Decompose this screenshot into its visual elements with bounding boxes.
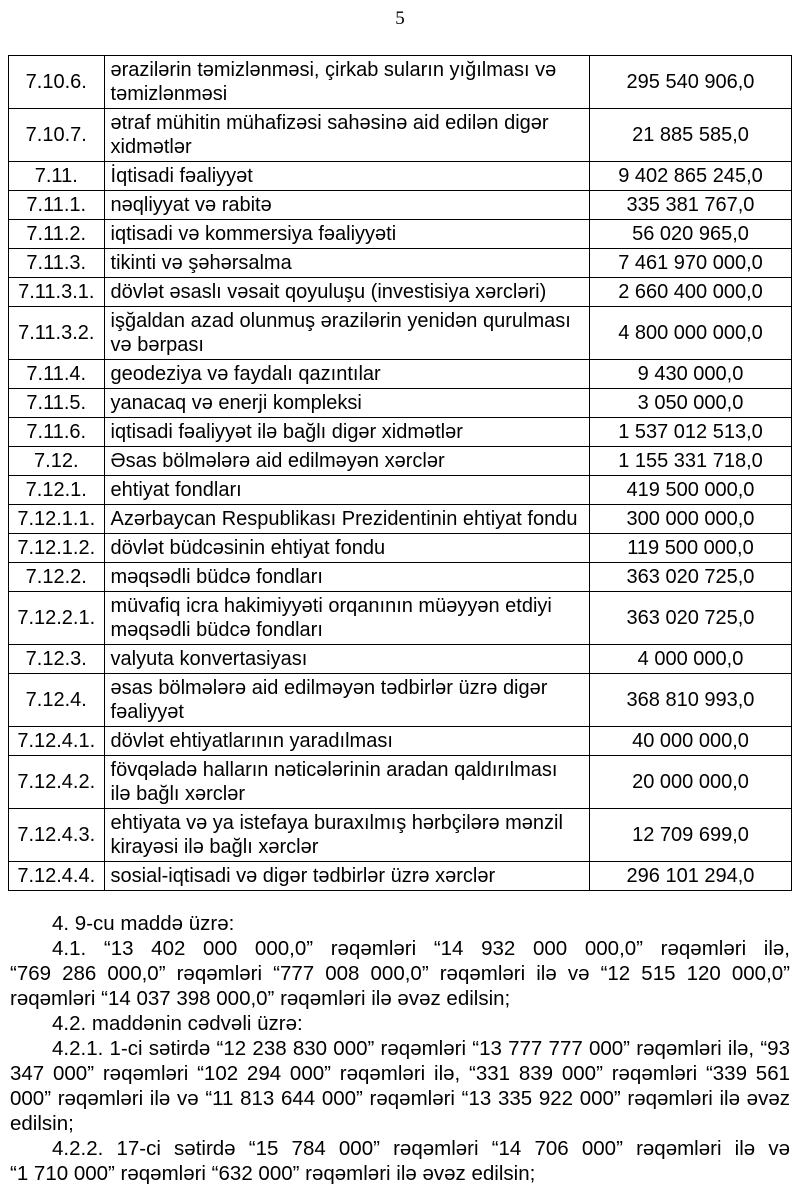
- table-row: [9, 220, 792, 249]
- row-description: valyuta konvertasiyası: [104, 645, 589, 674]
- row-code: 7.11.: [9, 162, 105, 191]
- row-description: dövlət əsaslı vəsait qoyuluşu (investisiya xərcləri): [104, 278, 589, 307]
- row-amount: 4 800 000 000,0: [589, 307, 791, 360]
- table-row: [9, 389, 792, 418]
- row-code: 7.12.2.: [9, 563, 105, 592]
- row-code: 7.11.5.: [9, 389, 105, 418]
- row-amount: 300 000 000,0: [589, 505, 791, 534]
- amendment-paragraph: 4.2.2. 17-ci sətirdə “15 784 000” rəqəmləri “14 706 000” rəqəmləri ilə və “1 710 000” rəqəmləri “632 000” rəqəmləri ilə əvəz edilsin;: [10, 1137, 790, 1185]
- row-code: 7.10.7.: [9, 109, 105, 162]
- table-row: [9, 56, 792, 109]
- row-code: 7.11.6.: [9, 418, 105, 447]
- row-amount: 1 155 331 718,0: [589, 447, 791, 476]
- row-code: 7.12.3.: [9, 645, 105, 674]
- row-description: ətraf mühitin mühafizəsi sahəsinə aid edilən digər xidmətlər: [104, 109, 589, 162]
- row-description: fövqəladə halların nəticələrinin aradan qaldırılması ilə bağlı xərclər: [104, 756, 589, 809]
- row-code: 7.12.1.2.: [9, 534, 105, 563]
- table-row: [9, 418, 792, 447]
- row-description: tikinti və şəhərsalma: [104, 249, 589, 278]
- row-code: 7.11.1.: [9, 191, 105, 220]
- budget-table-body: [9, 56, 792, 891]
- row-amount: 9 430 000,0: [589, 360, 791, 389]
- row-amount: 56 020 965,0: [589, 220, 791, 249]
- row-amount: 296 101 294,0: [589, 862, 791, 891]
- table-row: [9, 109, 792, 162]
- row-description: iqtisadi və kommersiya fəaliyyəti: [104, 220, 589, 249]
- table-row: [9, 278, 792, 307]
- table-row: [9, 862, 792, 891]
- row-amount: 419 500 000,0: [589, 476, 791, 505]
- table-row: [9, 534, 792, 563]
- row-description: geodeziya və faydalı qazıntılar: [104, 360, 589, 389]
- row-amount: 9 402 865 245,0: [589, 162, 791, 191]
- row-amount: 295 540 906,0: [589, 56, 791, 109]
- row-amount: 40 000 000,0: [589, 727, 791, 756]
- table-row: [9, 727, 792, 756]
- table-row: [9, 645, 792, 674]
- table-row: [9, 476, 792, 505]
- row-code: 7.11.3.2.: [9, 307, 105, 360]
- table-row: [9, 809, 792, 862]
- table-row: [9, 674, 792, 727]
- table-row: [9, 191, 792, 220]
- amendment-text-block: [8, 911, 792, 1186]
- table-row: [9, 505, 792, 534]
- row-amount: 21 885 585,0: [589, 109, 791, 162]
- row-description: ehtiyata və ya istefaya buraxılmış hərbçilərə mənzil kirayəsi ilə bağlı xərclər: [104, 809, 589, 862]
- row-code: 7.12.1.1.: [9, 505, 105, 534]
- row-description: işğaldan azad olunmuş ərazilərin yenidən qurulması və bərpası: [104, 307, 589, 360]
- row-amount: 20 000 000,0: [589, 756, 791, 809]
- row-amount: 119 500 000,0: [589, 534, 791, 563]
- row-amount: 335 381 767,0: [589, 191, 791, 220]
- row-code: 7.12.: [9, 447, 105, 476]
- row-amount: 1 537 012 513,0: [589, 418, 791, 447]
- row-code: 7.11.3.1.: [9, 278, 105, 307]
- row-description: yanacaq və enerji kompleksi: [104, 389, 589, 418]
- row-description: iqtisadi fəaliyyət ilə bağlı digər xidmətlər: [104, 418, 589, 447]
- row-code: 7.10.6.: [9, 56, 105, 109]
- amendment-paragraph: 4.2. maddənin cədvəli üzrə:: [52, 1012, 303, 1035]
- row-description: Əsas bölmələrə aid edilməyən xərclər: [104, 447, 589, 476]
- row-code: 7.12.4.3.: [9, 809, 105, 862]
- table-row: [9, 756, 792, 809]
- row-code: 7.12.1.: [9, 476, 105, 505]
- row-code: 7.11.3.: [9, 249, 105, 278]
- table-row: [9, 592, 792, 645]
- row-description: məqsədli büdcə fondları: [104, 563, 589, 592]
- amendment-paragraph: 4.2.1. 1-ci sətirdə “12 238 830 000” rəqəmləri “13 777 777 000” rəqəmləri ilə, “93 347 000” rəqəmləri “102 294 000” rəqəmləri ilə, “331 839 000” rəqəmləri “339 561 000” rəqəmləri ilə və “11 813 644 000” rəqəmləri “13 335 922 000” rəqəmləri ilə əvəz edilsin;: [10, 1037, 790, 1135]
- row-amount: 368 810 993,0: [589, 674, 791, 727]
- row-amount: 3 050 000,0: [589, 389, 791, 418]
- row-code: 7.12.2.1.: [9, 592, 105, 645]
- row-code: 7.12.4.2.: [9, 756, 105, 809]
- row-code: 7.11.2.: [9, 220, 105, 249]
- row-amount: 4 000 000,0: [589, 645, 791, 674]
- row-amount: 12 709 699,0: [589, 809, 791, 862]
- row-description: dövlət büdcəsinin ehtiyat fondu: [104, 534, 589, 563]
- table-row: [9, 563, 792, 592]
- budget-table: [8, 55, 792, 891]
- row-amount: 363 020 725,0: [589, 592, 791, 645]
- table-row: [9, 307, 792, 360]
- row-code: 7.12.4.4.: [9, 862, 105, 891]
- amendment-paragraph: 4.1. “13 402 000 000,0” rəqəmləri “14 932 000 000,0” rəqəmləri ilə, “769 286 000,0” rəqəmləri “777 008 000,0” rəqəmləri ilə və “12 515 120 000,0” rəqəmləri “14 037 398 000,0” rəqəmləri ilə əvəz edilsin;: [10, 937, 790, 1010]
- table-row: [9, 249, 792, 278]
- table-row: [9, 360, 792, 389]
- row-description: ehtiyat fondları: [104, 476, 589, 505]
- row-code: 7.11.4.: [9, 360, 105, 389]
- table-row: [9, 447, 792, 476]
- row-amount: 2 660 400 000,0: [589, 278, 791, 307]
- page-number: 5: [395, 8, 405, 29]
- row-description: sosial-iqtisadi və digər tədbirlər üzrə xərclər: [104, 862, 589, 891]
- row-description: İqtisadi fəaliyyət: [104, 162, 589, 191]
- table-row: [9, 162, 792, 191]
- amendment-paragraph: 4. 9-cu maddə üzrə:: [52, 912, 235, 935]
- row-code: 7.12.4.1.: [9, 727, 105, 756]
- row-amount: 363 020 725,0: [589, 563, 791, 592]
- row-code: 7.12.4.: [9, 674, 105, 727]
- row-amount: 7 461 970 000,0: [589, 249, 791, 278]
- row-description: müvafiq icra hakimiyyəti orqanının müəyyən etdiyi məqsədli büdcə fondları: [104, 592, 589, 645]
- row-description: əsas bölmələrə aid edilməyən tədbirlər üzrə digər fəaliyyət: [104, 674, 589, 727]
- row-description: Azərbaycan Respublikası Prezidentinin ehtiyat fondu: [104, 505, 589, 534]
- row-description: ərazilərin təmizlənməsi, çirkab suların yığılması və təmizlənməsi: [104, 56, 589, 109]
- row-description: dövlət ehtiyatlarının yaradılması: [104, 727, 589, 756]
- row-description: nəqliyyat və rabitə: [104, 191, 589, 220]
